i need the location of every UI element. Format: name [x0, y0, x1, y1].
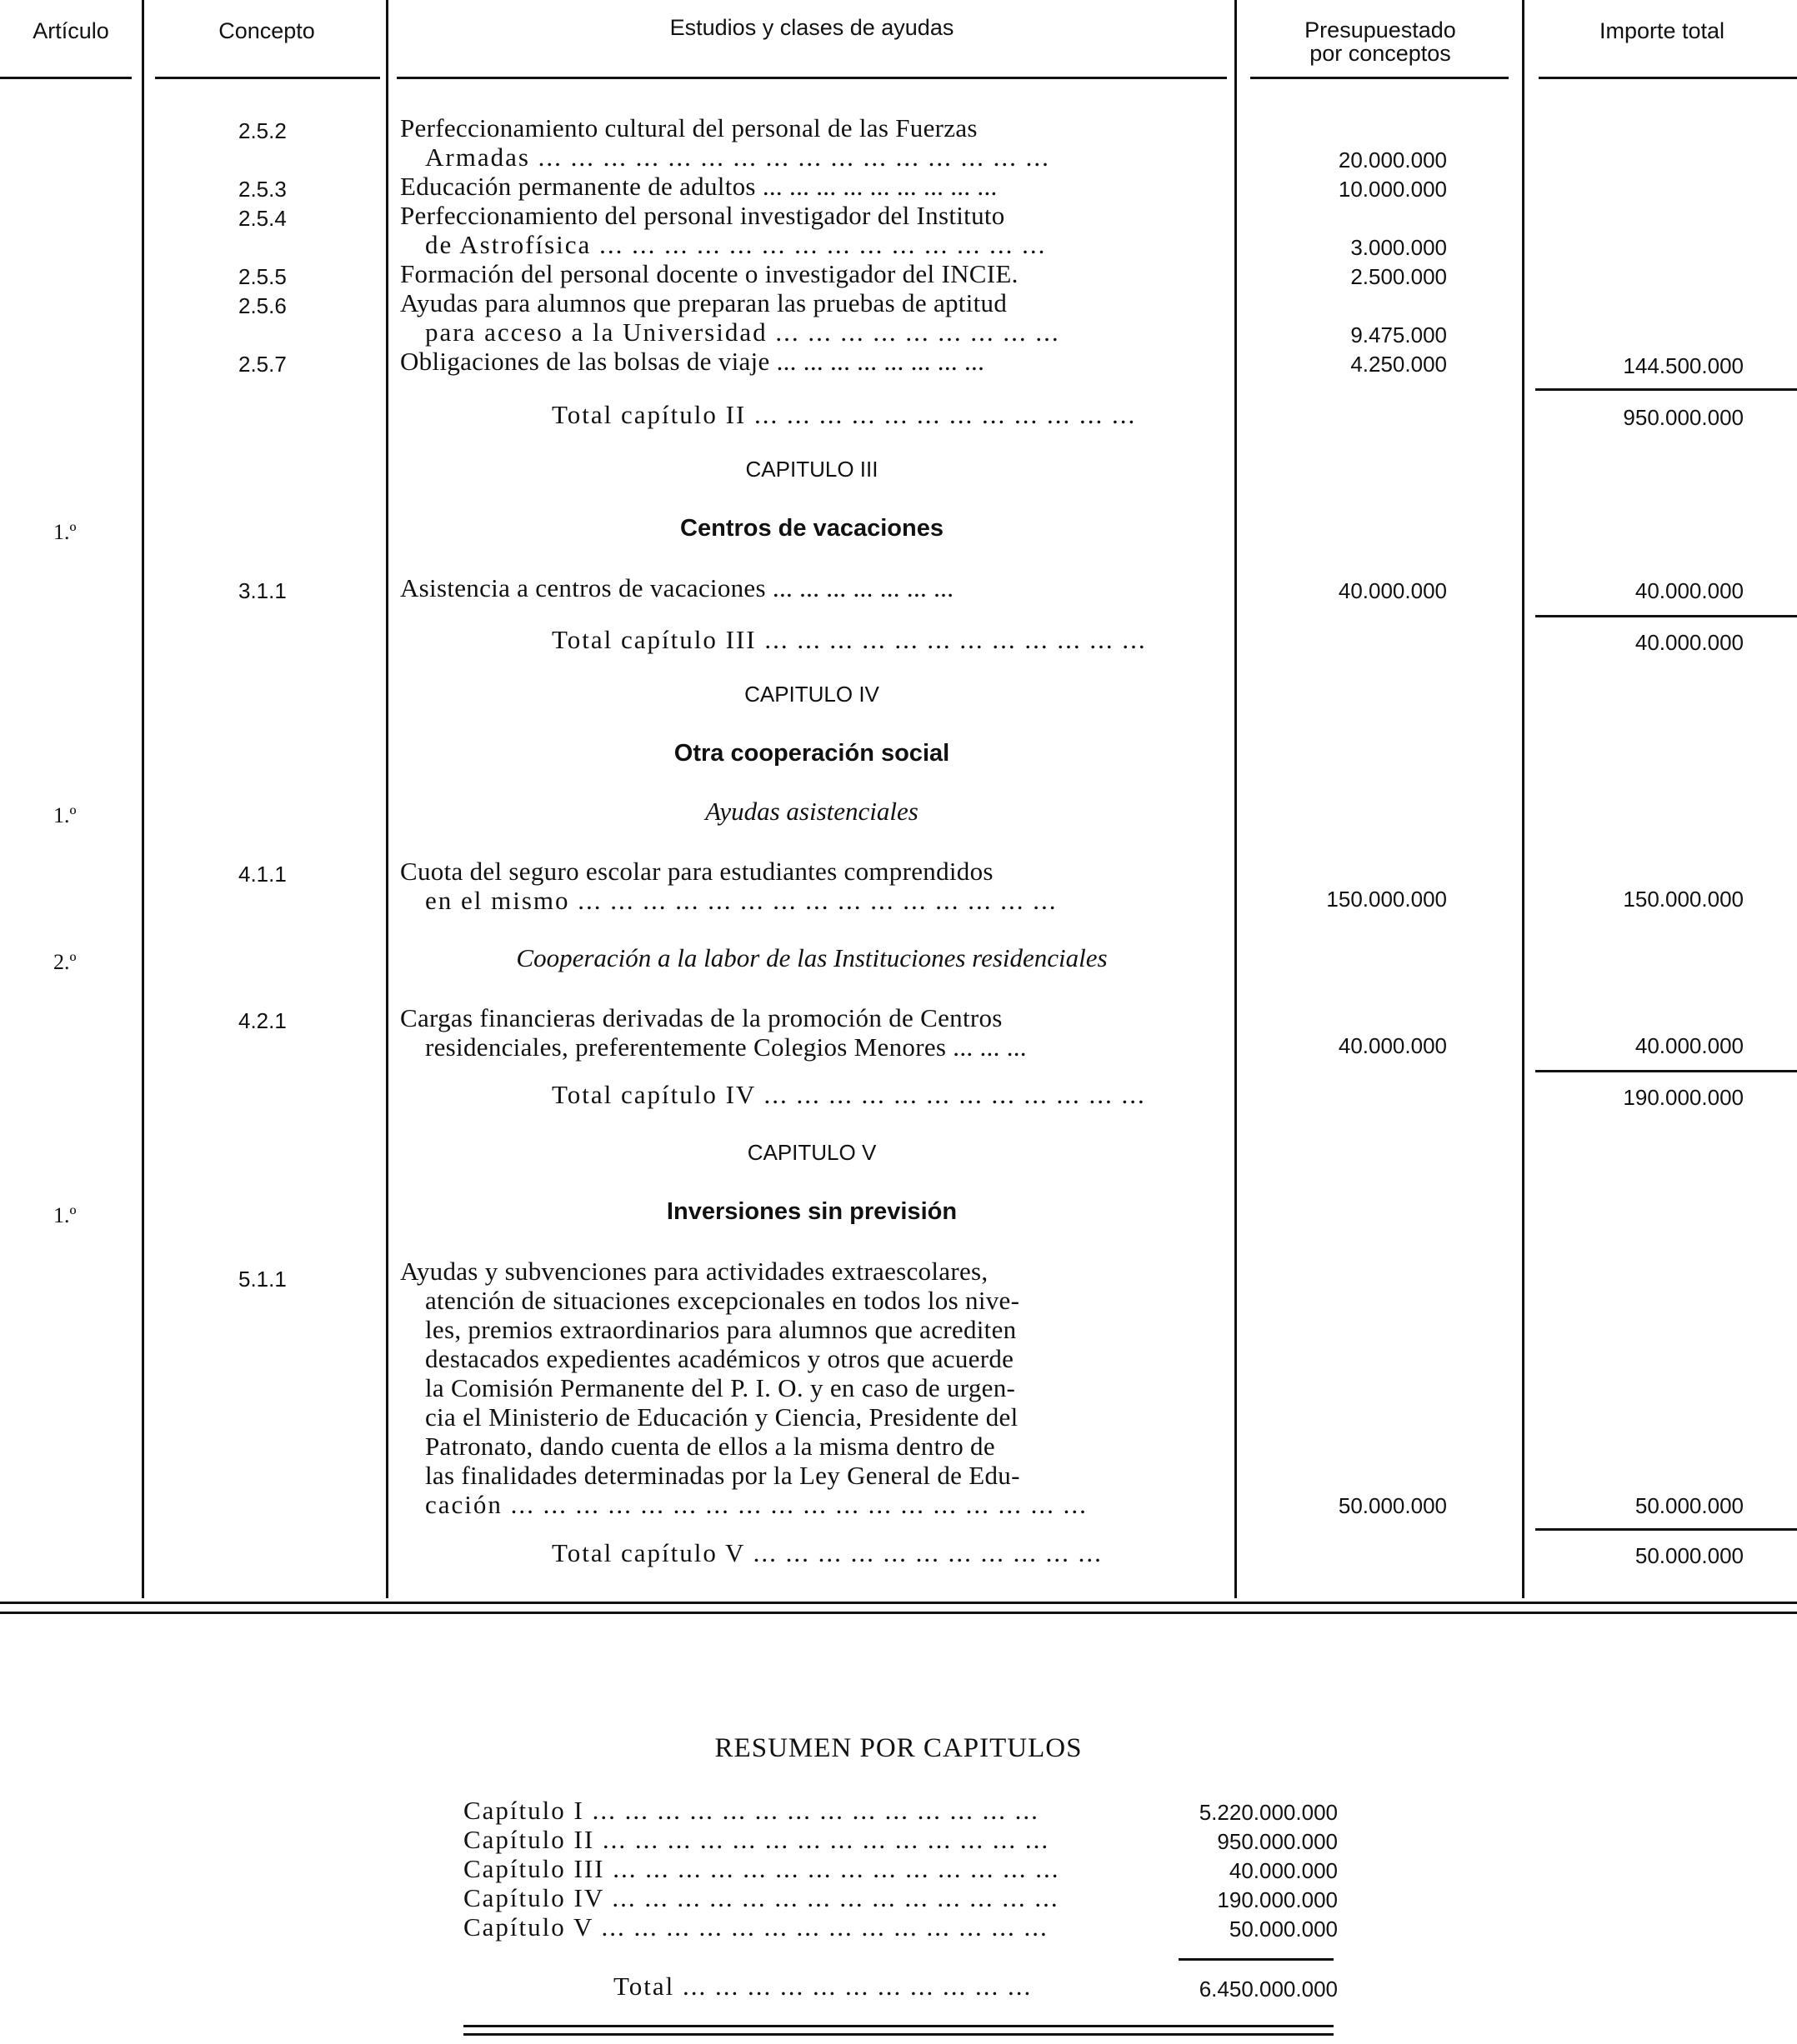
row-5-1-1-concepto: 5.1.1	[238, 1267, 287, 1292]
header-rule-5	[1539, 77, 1797, 79]
row-2-5-5-concepto: 2.5.5	[238, 264, 287, 289]
row-2-5-2-presupuestado: 20.000.000	[1338, 147, 1447, 172]
row-2-5-4-line1: Perfeccionamiento del personal investigador del Instituto	[400, 201, 1005, 230]
header-presupuestado	[1239, 18, 1522, 65]
resumen-item-value: 50.000.000	[1229, 1917, 1338, 1942]
row-2-5-2-line1: Perfeccionamiento cultural del personal de las Fuerzas	[400, 113, 978, 142]
resumen-item-value: 190.000.000	[1217, 1887, 1338, 1912]
total-cap3-label: Total capítulo III ... ... ... ... ... ... ... ... ... ... ... ...	[552, 625, 1147, 654]
row-2-5-6-line1: Ayudas para alumnos que preparan las pruebas de aptitud	[400, 288, 1008, 317]
row-2-5-5-line1: Formación del personal docente o investigador del INCIE.	[400, 259, 1019, 288]
total-cap3-importe: 40.000.000	[1634, 630, 1744, 655]
cap3-articulo: 1.º	[53, 520, 77, 544]
header-presupuestado-line1: Presupuestado	[1304, 17, 1456, 42]
table-bottom-rule-1	[0, 1602, 1797, 1604]
row-2-5-7-line1: Obligaciones de las bolsas de viaje ... ... ... ... ... ... ... ...	[400, 347, 985, 376]
cap4-art1-articulo: 1.º	[53, 803, 77, 827]
cap4-art1-title: Ayudas asistenciales	[705, 797, 919, 826]
row-2-5-4-presupuestado: 3.000.000	[1350, 235, 1447, 260]
row-5-1-1-line3: les, premios extraordinarios para alumnos que acrediten	[425, 1315, 1017, 1344]
resumen-item-label: Capítulo V ... ... ... ... ... ... ... ... ... ... ... ... ... ...	[463, 1912, 1049, 1942]
row-2-5-3-concepto: 2.5.3	[238, 177, 287, 202]
row-2-5-2-concepto: 2.5.2	[238, 118, 287, 143]
cap5-title: Inversiones sin previsión	[666, 1198, 958, 1225]
subtotal-rule-cap2	[1535, 388, 1797, 391]
row-5-1-1-line4: destacados expedientes académicos y otros que acuerde	[425, 1344, 1014, 1373]
header-rule-4	[1250, 77, 1509, 79]
resumen-item-label: Capítulo I ... ... ... ... ... ... ... ... ... ... ... ... ... ...	[463, 1796, 1039, 1825]
row-5-1-1-line5: la Comisión Permanente del P. I. O. y en caso de urgen-	[425, 1373, 1016, 1402]
row-4-2-1-presupuestado: 40.000.000	[1338, 1033, 1447, 1058]
row-2-5-4-concepto: 2.5.4	[238, 206, 287, 231]
total-cap4-label: Total capítulo IV ... ... ... ... ... ... ... ... ... ... ... ...	[552, 1080, 1146, 1109]
row-2-5-4-line2: de Astrofísica ... ... ... ... ... ... ... ... ... ... ... ... ... ...	[425, 230, 1047, 259]
total-cap5-importe: 50.000.000	[1634, 1543, 1744, 1568]
resumen-item-value: 5.220.000.000	[1199, 1800, 1338, 1825]
row-4-1-1-line2: en el mismo ... ... ... ... ... ... ... ... ... ... ... ... ... ... ...	[425, 886, 1058, 915]
header-rule-1	[0, 77, 132, 79]
row-2-5-7-presupuestado: 4.250.000	[1350, 352, 1447, 377]
cap4-title: Otra cooperación social	[673, 740, 950, 767]
row-2-5-7-concepto: 2.5.7	[238, 352, 287, 377]
row-4-1-1-line1: Cuota del seguro escolar para estudiantes comprendidos	[400, 857, 994, 886]
resumen-item-label: Capítulo III ... ... ... ... ... ... ... ... ... ... ... ... ... ...	[463, 1854, 1060, 1883]
row-2-5-2-line2: Armadas ... ... ... ... ... ... ... ... ... ... ... ... ... ... ... ...	[425, 142, 1050, 172]
row-5-1-1-line8: las finalidades determinadas por la Ley General de Edu-	[425, 1461, 1020, 1490]
row-3-1-1-presupuestado: 40.000.000	[1338, 578, 1447, 603]
row-5-1-1-line1: Ayudas y subvenciones para actividades extraescolares,	[400, 1257, 989, 1286]
resumen-item-label: Capítulo II ... ... ... ... ... ... ... ... ... ... ... ... ... ...	[463, 1825, 1050, 1854]
table-bottom-rule-2	[0, 1612, 1797, 1614]
row-5-1-1-line7: Patronato, dando cuenta de ellos a la misma dentro de	[425, 1432, 995, 1461]
row-4-1-1-importe: 150.000.000	[1623, 887, 1744, 912]
header-rule-2	[155, 77, 380, 79]
cap3-title: Centros de vacaciones	[680, 515, 944, 542]
cap5-heading: CAPITULO V	[747, 1140, 877, 1165]
row-2-5-6-concepto: 2.5.6	[238, 293, 287, 318]
row-4-2-1-line2: residenciales, preferentemente Colegios Menores ... ... ...	[425, 1032, 1027, 1062]
resumen-bottom-rule-2	[463, 2033, 1334, 2036]
row-4-1-1-concepto: 4.1.1	[238, 862, 287, 887]
header-concepto: Concepto	[218, 18, 315, 43]
total-cap5-label: Total capítulo V ... ... ... ... ... ... ... ... ... ... ...	[552, 1538, 1103, 1567]
column-divider-4	[1522, 0, 1524, 1598]
row-5-1-1-line2: atención de situaciones excepcionales en todos los nive-	[425, 1286, 1020, 1315]
row-2-5-6-line2: para acceso a la Universidad ... ... ... ... ... ... ... ... ...	[425, 317, 1060, 347]
resumen-subtotal-rule	[1179, 1958, 1334, 1961]
cap4-heading: CAPITULO IV	[744, 682, 879, 707]
subtotal-rule-cap4	[1535, 1070, 1797, 1072]
header-rule-3	[397, 77, 1227, 79]
resumen-item-label: Capítulo IV ... ... ... ... ... ... ... ... ... ... ... ... ... ...	[463, 1883, 1059, 1912]
row-2-5-3-line1: Educación permanente de adultos ... ... ... ... ... ... ... ... ...	[400, 172, 998, 201]
row-3-1-1-text: Asistencia a centros de vacaciones ... ... ... ... ... ... ...	[400, 573, 954, 602]
row-4-2-1-importe: 40.000.000	[1634, 1033, 1744, 1058]
row-5-1-1-importe: 50.000.000	[1634, 1493, 1744, 1518]
row-4-2-1-line1: Cargas financieras derivadas de la promoción de Centros	[400, 1003, 1003, 1032]
total-cap4-importe: 190.000.000	[1623, 1085, 1744, 1110]
resumen-item-value: 950.000.000	[1217, 1829, 1338, 1854]
resumen-item-value: 40.000.000	[1229, 1858, 1338, 1883]
row-4-2-1-concepto: 4.2.1	[238, 1008, 287, 1033]
row-2-5-5-presupuestado: 2.500.000	[1350, 264, 1447, 289]
cap4-art2-title: Cooperación a la labor de las Instituciones residenciales	[516, 943, 1108, 972]
total-cap2-label: Total capítulo II ... ... ... ... ... ... ... ... ... ... ... ...	[552, 400, 1137, 429]
row-5-1-1-line9: cación ... ... ... ... ... ... ... ... ... ... ... ... ... ... ... ... ... ...	[425, 1490, 1088, 1519]
row-2-5-7-importe: 144.500.000	[1623, 353, 1744, 378]
resumen-total-label: Total ... ... ... ... ... ... ... ... ... ... ...	[613, 1972, 1033, 2001]
column-divider-1	[142, 0, 144, 1598]
row-2-5-3-presupuestado: 10.000.000	[1338, 177, 1447, 202]
subtotal-rule-cap5	[1535, 1528, 1797, 1531]
subtotal-rule-cap3	[1535, 615, 1797, 617]
row-2-5-6-presupuestado: 9.475.000	[1350, 322, 1447, 347]
total-cap2-importe: 950.000.000	[1623, 405, 1744, 430]
row-3-1-1-concepto: 3.1.1	[238, 578, 287, 603]
header-presupuestado-line2: por conceptos	[1309, 41, 1451, 66]
resumen-bottom-rule-1	[463, 2025, 1334, 2027]
header-estudios: Estudios y clases de ayudas	[669, 15, 954, 40]
row-3-1-1-importe: 40.000.000	[1634, 578, 1744, 603]
resumen-title: RESUMEN POR CAPITULOS	[714, 1733, 1083, 1763]
resumen-total-value: 6.450.000.000	[1199, 1977, 1338, 2002]
row-4-1-1-presupuestado: 150.000.000	[1326, 887, 1447, 912]
cap4-art2-articulo: 2.º	[53, 950, 77, 974]
header-importe: Importe total	[1599, 18, 1725, 43]
cap3-heading: CAPITULO III	[745, 457, 878, 482]
header-articulo: Artículo	[33, 18, 109, 43]
row-5-1-1-presupuestado: 50.000.000	[1338, 1493, 1447, 1518]
cap5-articulo: 1.º	[53, 1203, 77, 1227]
row-5-1-1-line6: cia el Ministerio de Educación y Ciencia, Presidente del	[425, 1402, 1019, 1432]
